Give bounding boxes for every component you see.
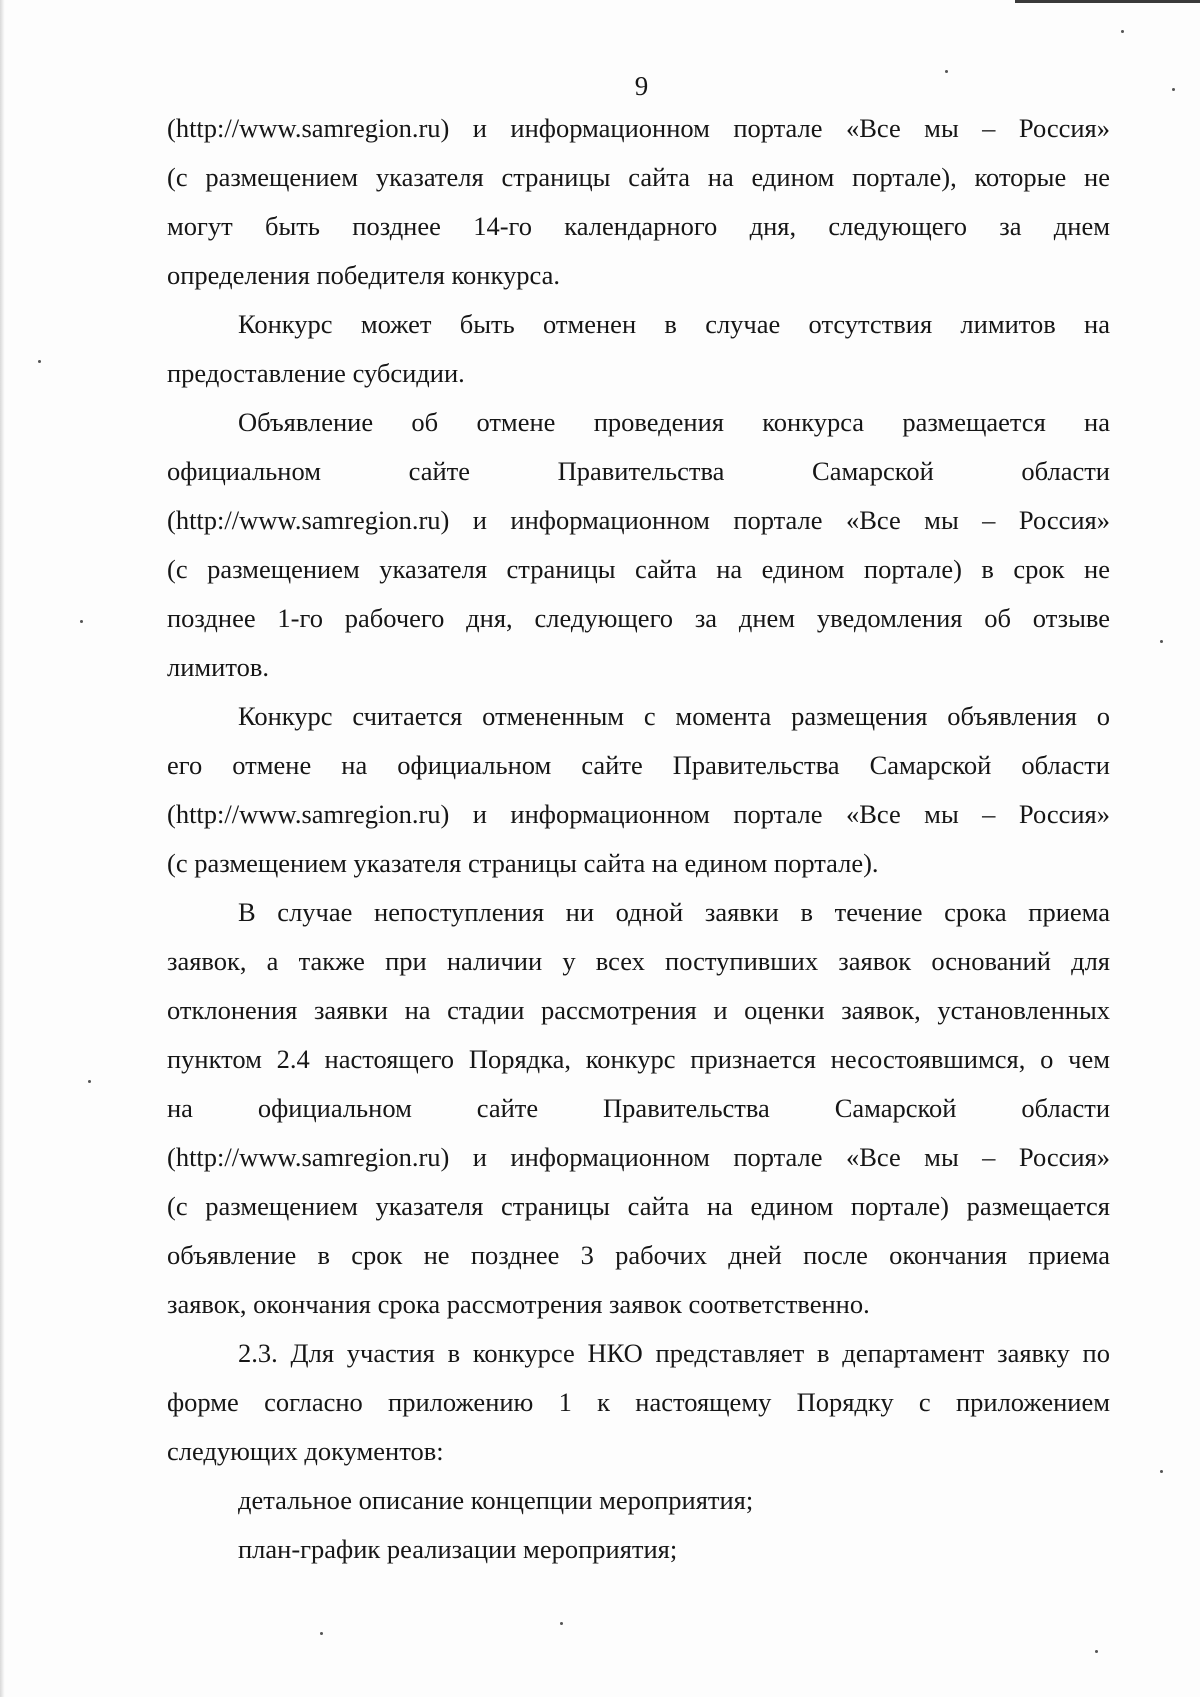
scan-speck: [1095, 1650, 1098, 1653]
paragraph-cancellation-notice: [167, 398, 1110, 692]
document-body: [167, 104, 1110, 1574]
paragraph-cancellation-effective: [167, 692, 1110, 888]
scan-speck: [560, 1622, 563, 1625]
scan-speck: [80, 620, 83, 623]
text-line: (http://www.samregion.ru) и информационном портале «Все мы – Россия»: [167, 505, 1110, 535]
scan-speck: [1121, 30, 1124, 33]
text-line: официальном сайте Правительства Самарской области: [167, 456, 1110, 486]
text-line: отклонения заявки на стадии рассмотрения и оценки заявок, установленных: [167, 995, 1110, 1025]
text-line: Конкурс считается отмененным с момента размещения объявления о: [238, 701, 1110, 731]
text-line: детальное описание концепции мероприятия;: [238, 1485, 754, 1515]
scan-speck: [88, 1080, 91, 1083]
text-line: 2.3. Для участия в конкурсе НКО представляет в департамент заявку по: [238, 1338, 1110, 1368]
text-line: (с размещением указателя страницы сайта на едином портале) в срок не: [167, 554, 1110, 584]
list-item-implementation-schedule: [167, 1525, 1110, 1574]
text-line: определения победителя конкурса.: [167, 260, 560, 290]
text-line: позднее 1-го рабочего дня, следующего за днем уведомления об отзыве: [167, 603, 1110, 633]
page-number: 9: [634, 71, 649, 101]
scan-edge-shadow: [0, 0, 5, 1697]
text-line: следующих документов:: [167, 1436, 444, 1466]
text-line: лимитов.: [167, 652, 269, 682]
paragraph-section-2-3: [167, 1329, 1110, 1476]
paragraph-contest-cancellation: [167, 300, 1110, 398]
scan-top-mark: [1015, 0, 1200, 3]
text-line: (с размещением указателя страницы сайта на едином портале).: [167, 848, 879, 878]
text-line: заявок, окончания срока рассмотрения заявок соответственно.: [167, 1289, 870, 1319]
paragraph-announcement-deadline: [167, 104, 1110, 300]
text-line: пунктом 2.4 настоящего Порядка, конкурс признается несостоявшимся, о чем: [167, 1044, 1110, 1074]
text-line: заявок, а также при наличии у всех поступивших заявок оснований для: [167, 946, 1110, 976]
text-line: В случае непоступления ни одной заявки в течение срока приема: [238, 897, 1110, 927]
scan-speck: [1160, 640, 1163, 643]
paragraph-contest-failed: [167, 888, 1110, 1329]
text-line: его отмене на официальном сайте Правительства Самарской области: [167, 750, 1110, 780]
text-line: на официальном сайте Правительства Самарской области: [167, 1093, 1110, 1123]
text-line: (http://www.samregion.ru) и информационном портале «Все мы – Россия»: [167, 799, 1110, 829]
text-line: (с размещением указателя страницы сайта на едином портале), которые не: [167, 162, 1110, 192]
text-line: предоставление субсидии.: [167, 358, 465, 388]
text-line: объявление в срок не позднее 3 рабочих дней после окончания приема: [167, 1240, 1110, 1270]
text-line: форме согласно приложению 1 к настоящему Порядку с приложением: [167, 1387, 1110, 1417]
text-line: Конкурс может быть отменен в случае отсутствия лимитов на: [238, 309, 1110, 339]
scan-speck: [320, 1632, 323, 1635]
text-line: могут быть позднее 14-го календарного дня, следующего за днем: [167, 211, 1110, 241]
text-line: (с размещением указателя страницы сайта на едином портале) размещается: [167, 1191, 1110, 1221]
scan-speck: [1160, 1470, 1163, 1473]
text-line: план-график реализации мероприятия;: [238, 1534, 678, 1564]
scan-speck: [38, 360, 41, 363]
text-line: (http://www.samregion.ru) и информационном портале «Все мы – Россия»: [167, 113, 1110, 143]
text-line: (http://www.samregion.ru) и информационном портале «Все мы – Россия»: [167, 1142, 1110, 1172]
text-line: Объявление об отмене проведения конкурса размещается на: [238, 407, 1110, 437]
list-item-concept-description: [167, 1476, 1110, 1525]
